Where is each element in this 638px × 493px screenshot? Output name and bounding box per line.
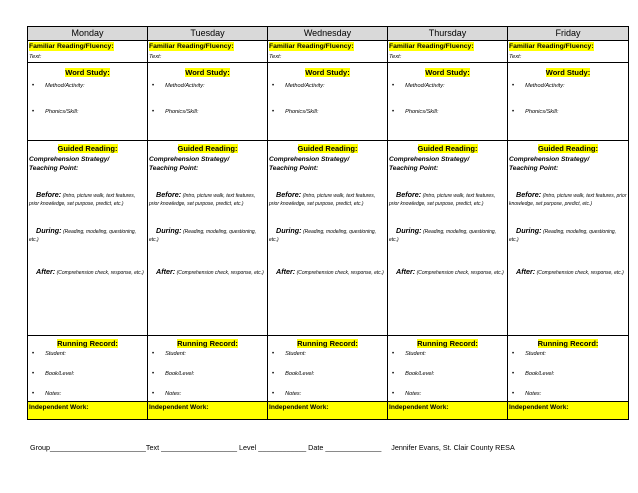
during-label: During: bbox=[156, 226, 182, 235]
independent-work-label: Independent Work: bbox=[269, 404, 329, 411]
text-label: Text: bbox=[29, 54, 42, 60]
running-record-title: Running Record: bbox=[177, 339, 238, 348]
guided-reading-cell[interactable] bbox=[148, 141, 268, 336]
during-label: During: bbox=[36, 226, 62, 235]
during-text: (Reading, modeling, questioning, etc.) bbox=[509, 229, 617, 243]
day-header: Thursday bbox=[388, 27, 508, 41]
word-study-row bbox=[28, 63, 629, 141]
phonics-skill-label: Phonics/Skill: bbox=[165, 109, 199, 115]
bullet-icon: • bbox=[32, 371, 35, 377]
independent-work-label: Independent Work: bbox=[389, 404, 449, 411]
familiar-reading-label: Familiar Reading/Fluency: bbox=[149, 43, 234, 50]
after-text: (Comprehension check, response, etc.) bbox=[296, 270, 384, 276]
notes-item bbox=[272, 390, 386, 399]
comprehension-strategy-label: Comprehension Strategy/ Teaching Point: bbox=[269, 156, 350, 172]
independent-work-label: Independent Work: bbox=[509, 404, 569, 411]
method-activity-label: Method/Activity: bbox=[45, 83, 85, 89]
method-activity-label: Method/Activity: bbox=[165, 83, 205, 89]
familiar-reading-cell[interactable] bbox=[508, 41, 629, 63]
running-record-title: Running Record: bbox=[57, 339, 118, 348]
guided-reading-cell[interactable] bbox=[268, 141, 388, 336]
student-item bbox=[32, 350, 146, 359]
during-text: (Reading, modeling, questioning, etc.) bbox=[269, 229, 377, 243]
word-study-title: Word Study: bbox=[545, 68, 591, 77]
after-label: After: bbox=[36, 267, 56, 276]
book-level-item bbox=[512, 370, 627, 379]
after-label: After: bbox=[156, 267, 176, 276]
before-text: (Intro, picture walk, text features, prior knowledge, set purpose, predict, etc.) bbox=[29, 193, 136, 207]
phonics-skill-item bbox=[392, 108, 506, 117]
after-section bbox=[29, 268, 146, 277]
bullet-icon: • bbox=[152, 109, 155, 115]
comprehension-strategy-label: Comprehension Strategy/ Teaching Point: bbox=[29, 156, 110, 172]
footer-line: Group________________________Text ___________________ Level ____________ Date ______________ Jennifer Evans, St. Clair County RESA bbox=[30, 443, 515, 452]
bullet-icon: • bbox=[32, 109, 35, 115]
word-study-cell[interactable] bbox=[28, 63, 148, 141]
text-label: Text: bbox=[509, 54, 522, 60]
student-label: Student: bbox=[525, 351, 546, 357]
phonics-skill-item bbox=[152, 108, 266, 117]
book-level-item bbox=[392, 370, 506, 379]
student-item bbox=[392, 350, 506, 359]
phonics-skill-item bbox=[272, 108, 386, 117]
word-study-title: Word Study: bbox=[185, 68, 230, 77]
running-record-row bbox=[28, 336, 629, 402]
phonics-skill-label: Phonics/Skill: bbox=[405, 109, 439, 115]
student-label: Student: bbox=[165, 351, 186, 357]
notes-item bbox=[392, 390, 506, 399]
book-level-item bbox=[32, 370, 146, 379]
familiar-reading-cell[interactable] bbox=[28, 41, 148, 63]
before-label: Before: bbox=[516, 190, 542, 199]
word-study-cell[interactable] bbox=[508, 63, 629, 141]
method-activity-label: Method/Activity: bbox=[525, 83, 565, 89]
phonics-skill-label: Phonics/Skill: bbox=[525, 109, 559, 115]
during-text: (Reading, modeling, questioning, etc.) bbox=[389, 229, 497, 243]
student-label: Student: bbox=[285, 351, 306, 357]
before-label: Before: bbox=[396, 190, 422, 199]
before-section bbox=[269, 191, 386, 208]
book-level-item bbox=[272, 370, 386, 379]
after-section bbox=[389, 268, 506, 277]
during-text: (Reading, modeling, questioning, etc.) bbox=[29, 229, 137, 243]
bullet-icon: • bbox=[392, 371, 395, 377]
familiar-reading-label: Familiar Reading/Fluency: bbox=[389, 43, 474, 50]
book-level-label: Book/Level: bbox=[405, 371, 435, 377]
word-study-title: Word Study: bbox=[305, 68, 350, 77]
bullet-icon: • bbox=[512, 391, 515, 397]
after-label: After: bbox=[516, 267, 536, 276]
running-record-title: Running Record: bbox=[537, 339, 599, 348]
after-text: (Comprehension check, response, etc.) bbox=[56, 270, 144, 276]
during-section bbox=[269, 227, 386, 244]
independent-work-row bbox=[28, 402, 629, 420]
notes-item bbox=[152, 390, 266, 399]
independent-work-cell[interactable] bbox=[28, 402, 148, 420]
book-level-label: Book/Level: bbox=[165, 371, 195, 377]
comprehension-strategy-label: Comprehension Strategy/ Teaching Point: bbox=[509, 156, 590, 172]
comprehension-strategy-label: Comprehension Strategy/ Teaching Point: bbox=[149, 156, 230, 172]
text-label: Text: bbox=[269, 54, 282, 60]
phonics-skill-label: Phonics/Skill: bbox=[285, 109, 319, 115]
bullet-icon: • bbox=[152, 351, 155, 357]
book-level-label: Book/Level: bbox=[285, 371, 315, 377]
bullet-icon: • bbox=[272, 371, 275, 377]
bullet-icon: • bbox=[32, 351, 35, 357]
method-activity-item bbox=[32, 82, 146, 91]
notes-item bbox=[32, 390, 146, 399]
bullet-icon: • bbox=[512, 83, 515, 89]
text-label: Text: bbox=[149, 54, 162, 60]
bullet-icon: • bbox=[272, 109, 275, 115]
bullet-icon: • bbox=[512, 351, 515, 357]
before-label: Before: bbox=[156, 190, 182, 199]
bullet-icon: • bbox=[392, 83, 395, 89]
before-section bbox=[29, 191, 146, 208]
bullet-icon: • bbox=[152, 371, 155, 377]
before-text: (Intro, picture walk, text features, prior knowledge, set purpose, predict, etc.) bbox=[269, 193, 376, 207]
independent-work-cell[interactable] bbox=[508, 402, 629, 420]
after-text: (Comprehension check, response, etc.) bbox=[536, 270, 624, 276]
day-header: Tuesday bbox=[148, 27, 268, 41]
bullet-icon: • bbox=[512, 371, 515, 377]
before-section bbox=[149, 191, 266, 208]
book-level-label: Book/Level: bbox=[45, 371, 75, 377]
notes-label: Notes: bbox=[285, 391, 302, 397]
running-record-cell[interactable] bbox=[388, 336, 508, 402]
independent-work-cell[interactable] bbox=[148, 402, 268, 420]
student-item bbox=[512, 350, 627, 359]
during-section bbox=[389, 227, 506, 244]
student-label: Student: bbox=[45, 351, 66, 357]
before-section bbox=[389, 191, 506, 208]
familiar-reading-label: Familiar Reading/Fluency: bbox=[29, 43, 114, 50]
during-text: (Reading, modeling, questioning, etc.) bbox=[149, 229, 257, 243]
word-study-title: Word Study: bbox=[65, 68, 110, 77]
guided-reading-cell[interactable] bbox=[388, 141, 508, 336]
bullet-icon: • bbox=[392, 351, 395, 357]
after-label: After: bbox=[396, 267, 416, 276]
guided-reading-title: Guided Reading: bbox=[538, 144, 598, 153]
guided-reading-title: Guided Reading: bbox=[417, 144, 478, 153]
running-record-cell[interactable] bbox=[508, 336, 629, 402]
familiar-reading-row bbox=[28, 41, 629, 63]
day-header: Wednesday bbox=[268, 27, 388, 41]
lesson-plan-table bbox=[27, 26, 629, 420]
independent-work-label: Independent Work: bbox=[29, 404, 89, 411]
before-label: Before: bbox=[276, 190, 302, 199]
day-header-row bbox=[28, 27, 629, 41]
student-item bbox=[272, 350, 386, 359]
independent-work-label: Independent Work: bbox=[149, 404, 209, 411]
method-activity-item bbox=[152, 82, 266, 91]
book-level-item bbox=[152, 370, 266, 379]
word-study-cell[interactable] bbox=[148, 63, 268, 141]
bullet-icon: • bbox=[152, 391, 155, 397]
before-text: (Intro, picture walk, text features, prior knowledge, set purpose, predict, etc.) bbox=[509, 193, 627, 207]
notes-label: Notes: bbox=[405, 391, 422, 397]
during-section bbox=[29, 227, 146, 244]
bullet-icon: • bbox=[272, 83, 275, 89]
phonics-skill-label: Phonics/Skill: bbox=[45, 109, 79, 115]
bullet-icon: • bbox=[272, 391, 275, 397]
running-record-title: Running Record: bbox=[417, 339, 478, 348]
familiar-reading-label: Familiar Reading/Fluency: bbox=[269, 43, 354, 50]
running-record-title: Running Record: bbox=[297, 339, 358, 348]
independent-work-cell[interactable] bbox=[268, 402, 388, 420]
word-study-cell[interactable] bbox=[268, 63, 388, 141]
familiar-reading-cell[interactable] bbox=[268, 41, 388, 63]
bullet-icon: • bbox=[392, 109, 395, 115]
during-label: During: bbox=[516, 226, 542, 235]
guided-reading-cell[interactable] bbox=[508, 141, 629, 336]
familiar-reading-label: Familiar Reading/Fluency: bbox=[509, 43, 594, 50]
before-text: (Intro, picture walk, text features, prior knowledge, set purpose, predict, etc.) bbox=[149, 193, 256, 207]
running-record-cell[interactable] bbox=[268, 336, 388, 402]
word-study-title: Word Study: bbox=[425, 68, 470, 77]
method-activity-item bbox=[392, 82, 506, 91]
guided-reading-cell[interactable] bbox=[28, 141, 148, 336]
bullet-icon: • bbox=[152, 83, 155, 89]
method-activity-item bbox=[272, 82, 386, 91]
during-section bbox=[149, 227, 266, 244]
notes-item bbox=[512, 390, 627, 399]
after-text: (Comprehension check, response, etc.) bbox=[416, 270, 504, 276]
bullet-icon: • bbox=[32, 83, 35, 89]
book-level-label: Book/Level: bbox=[525, 371, 555, 377]
bullet-icon: • bbox=[512, 109, 515, 115]
before-section bbox=[509, 191, 627, 208]
method-activity-item bbox=[512, 82, 627, 91]
bullet-icon: • bbox=[272, 351, 275, 357]
before-label: Before: bbox=[36, 190, 62, 199]
running-record-cell[interactable] bbox=[148, 336, 268, 402]
notes-label: Notes: bbox=[165, 391, 182, 397]
guided-reading-row bbox=[28, 141, 629, 336]
running-record-cell[interactable] bbox=[28, 336, 148, 402]
guided-reading-title: Guided Reading: bbox=[177, 144, 238, 153]
notes-label: Notes: bbox=[525, 391, 542, 397]
after-text: (Comprehension check, response, etc.) bbox=[176, 270, 264, 276]
after-section bbox=[509, 268, 627, 277]
day-header: Monday bbox=[28, 27, 148, 41]
guided-reading-title: Guided Reading: bbox=[297, 144, 358, 153]
student-item bbox=[152, 350, 266, 359]
comprehension-strategy-label: Comprehension Strategy/ Teaching Point: bbox=[389, 156, 470, 172]
method-activity-label: Method/Activity: bbox=[285, 83, 325, 89]
independent-work-cell[interactable] bbox=[388, 402, 508, 420]
before-text: (Intro, picture walk, text features, prior knowledge, set purpose, predict, etc.) bbox=[389, 193, 496, 207]
bullet-icon: • bbox=[32, 391, 35, 397]
familiar-reading-cell[interactable] bbox=[148, 41, 268, 63]
during-label: During: bbox=[276, 226, 302, 235]
student-label: Student: bbox=[405, 351, 426, 357]
after-section bbox=[269, 268, 386, 277]
bullet-icon: • bbox=[392, 391, 395, 397]
guided-reading-title: Guided Reading: bbox=[57, 144, 118, 153]
phonics-skill-item bbox=[32, 108, 146, 117]
during-section bbox=[509, 227, 627, 244]
word-study-cell[interactable] bbox=[388, 63, 508, 141]
method-activity-label: Method/Activity: bbox=[405, 83, 445, 89]
day-header: Friday bbox=[508, 27, 629, 41]
text-label: Text: bbox=[389, 54, 402, 60]
after-label: After: bbox=[276, 267, 296, 276]
familiar-reading-cell[interactable] bbox=[388, 41, 508, 63]
phonics-skill-item bbox=[512, 108, 627, 117]
notes-label: Notes: bbox=[45, 391, 62, 397]
after-section bbox=[149, 268, 266, 277]
during-label: During: bbox=[396, 226, 422, 235]
